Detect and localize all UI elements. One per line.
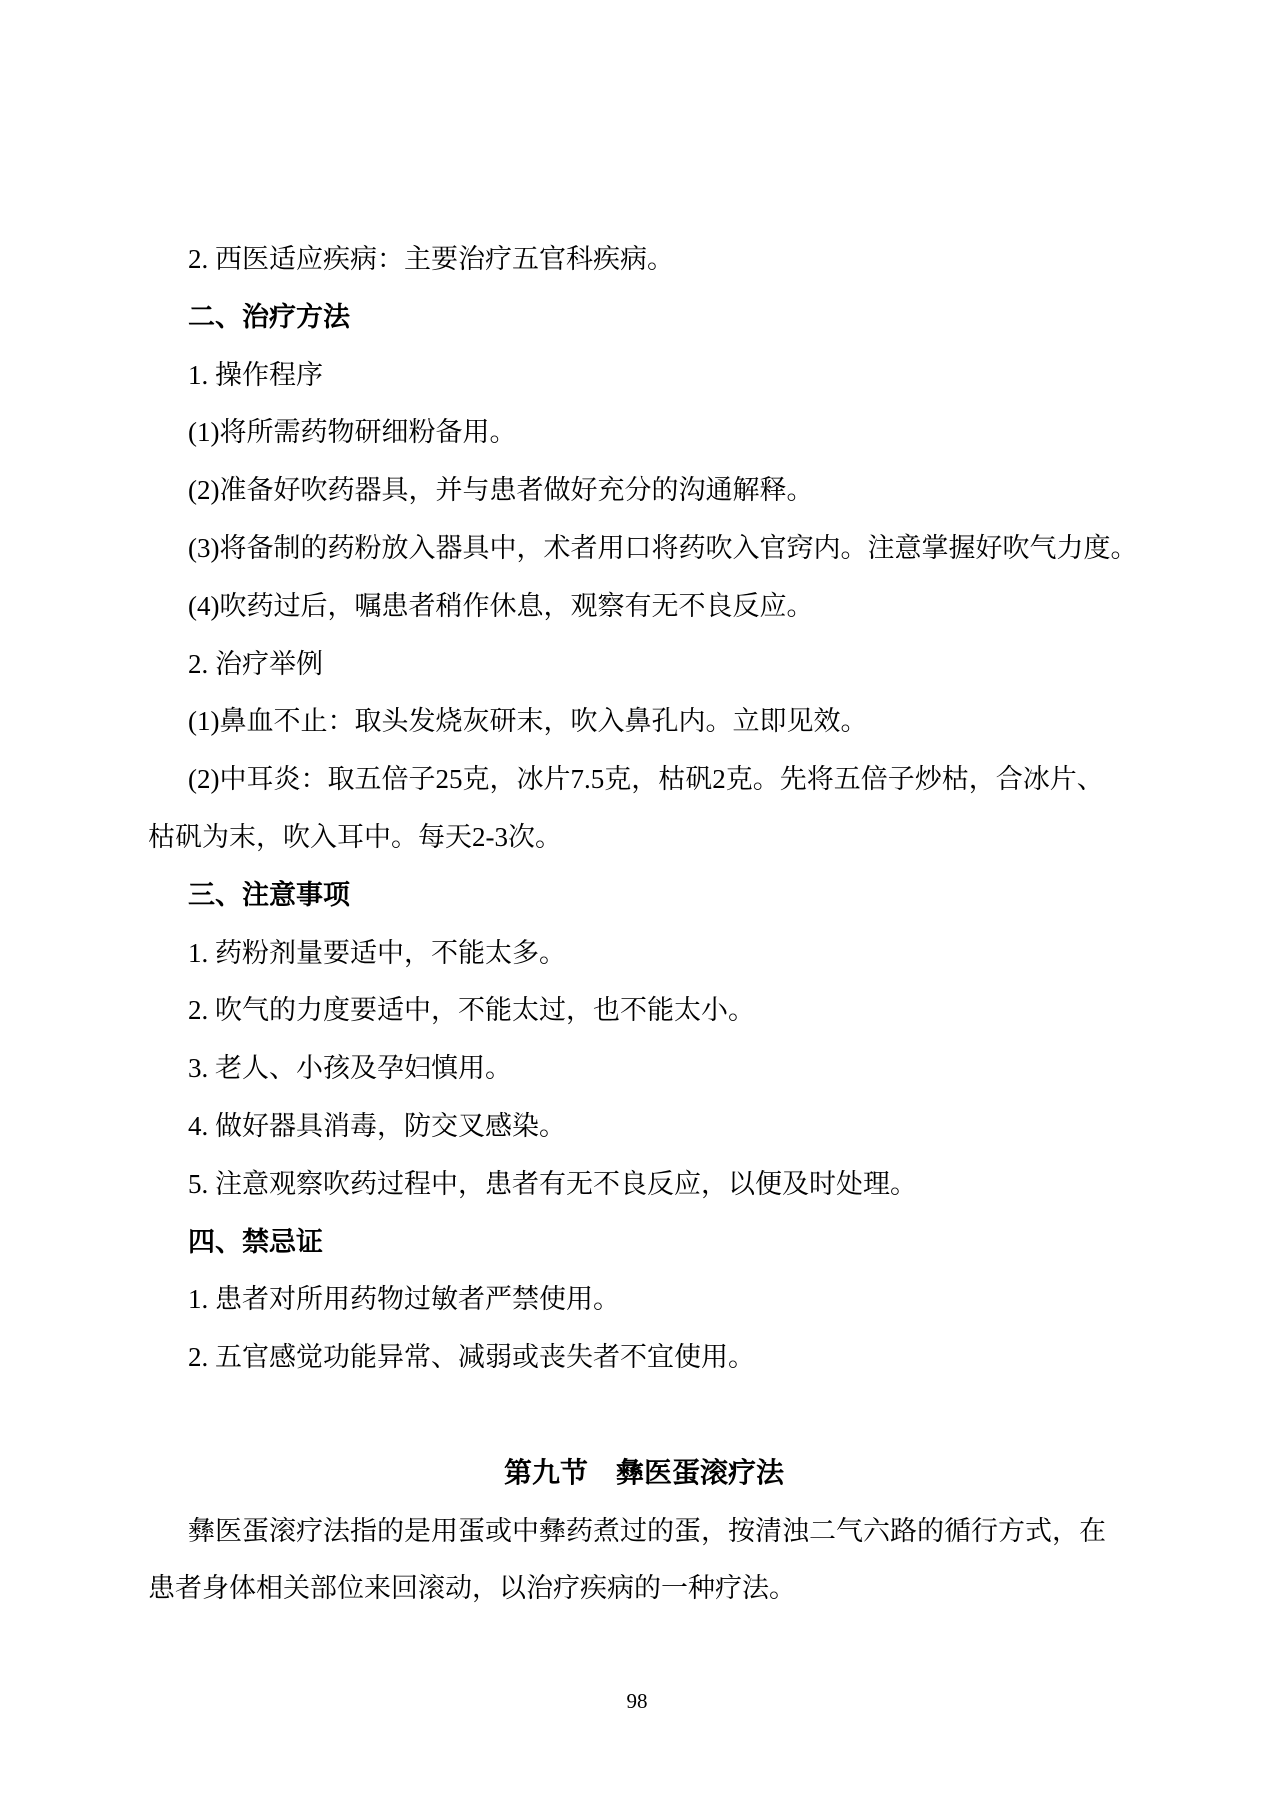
body-line: (3)将备制的药粉放入器具中，术者用口将药吹入官窍内。注意掌握好吹气力度。	[188, 532, 1138, 563]
body-line: 枯矾为末，吹入耳中。每天2-3次。	[148, 821, 562, 852]
body-line: 患者身体相关部位来回滚动，以治疗疾病的一种疗法。	[148, 1573, 796, 1604]
chapter-title: 第九节 彝医蛋滚疗法	[503, 1457, 784, 1489]
body-line: 5. 注意观察吹药过程中，患者有无不良反应，以便及时处理。	[188, 1168, 917, 1199]
body-line: (2)准备好吹药器具，并与患者做好充分的沟通解释。	[188, 475, 814, 506]
blank-line	[148, 1387, 1140, 1445]
body-line: 彝医蛋滚疗法指的是用蛋或中彝药煮过的蛋，按清浊二气六路的循行方式，在	[188, 1515, 1106, 1546]
body-line: 3. 老人、小孩及孕妇慎用。	[188, 1053, 512, 1084]
body-line: (4)吹药过后，嘱患者稍作休息，观察有无不良反应。	[188, 590, 814, 621]
body-line: 1. 操作程序	[188, 359, 323, 390]
body-line: 2. 吹气的力度要适中，不能太过，也不能太小。	[188, 995, 755, 1026]
section-heading: 二、治疗方法	[188, 301, 350, 332]
body-line: 2. 西医适应疾病：主要治疗五官科疾病。	[188, 244, 674, 274]
body-line: 4. 做好器具消毒，防交叉感染。	[188, 1110, 566, 1141]
body-line: 2. 五官感觉功能异常、减弱或丧失者不宜使用。	[188, 1342, 755, 1373]
body-line: 1. 患者对所用药物过敏者严禁使用。	[188, 1284, 620, 1315]
body-line: (1)将所需药物研细粉备用。	[188, 417, 517, 448]
section-heading: 四、禁忌证	[188, 1226, 323, 1257]
body-line: 2. 治疗举例	[188, 648, 323, 679]
body-line: (2)中耳炎：取五倍子25克，冰片7.5克，枯矾2克。先将五倍子炒枯，合冰片、	[188, 764, 1104, 795]
body-line: 1. 药粉剂量要适中，不能太多。	[188, 937, 566, 968]
page-number: 98	[626, 1689, 648, 1713]
body-line: (1)鼻血不止：取头发烧灰研末，吹入鼻孔内。立即见效。	[188, 706, 868, 737]
page-content	[148, 231, 1140, 1618]
section-heading: 三、注意事项	[188, 879, 350, 910]
